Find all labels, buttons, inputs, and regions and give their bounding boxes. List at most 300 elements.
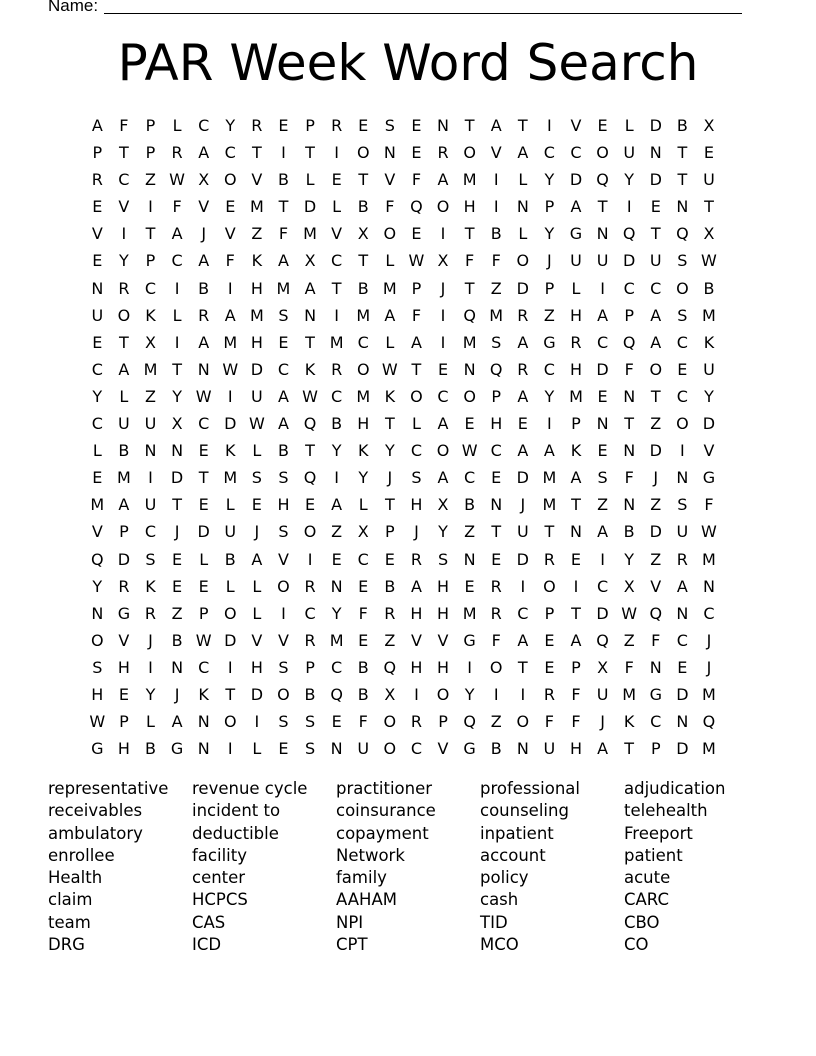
grid-letter: B [224, 549, 236, 569]
grid-letter: Y [119, 251, 129, 271]
name-field [48, 0, 742, 18]
word-list-item: CBO [624, 912, 660, 932]
grid-letter: O [516, 251, 530, 271]
grid-letter: E [225, 197, 236, 217]
grid-letter: S [411, 468, 422, 488]
word-list-item: center [192, 868, 246, 888]
grid-letter: E [437, 359, 449, 379]
grid-letter: U [144, 414, 157, 434]
grid-letter: B [357, 684, 369, 704]
grid-letter: E [411, 224, 422, 244]
grid-letter: S [92, 657, 103, 677]
grid-letter: W [302, 386, 318, 406]
grid-letter: M [542, 468, 557, 488]
grid-letter: I [493, 684, 499, 704]
grid-letter: E [464, 576, 475, 596]
grid-letter: E [491, 549, 502, 569]
grid-letter: K [251, 251, 263, 271]
grid-letter: F [119, 116, 129, 135]
grid-letter: V [410, 630, 422, 650]
grid-letter: A [517, 630, 529, 650]
word-list-item: practitioner [336, 779, 433, 798]
grid-letter: Z [145, 170, 156, 190]
grid-letter: E [517, 414, 528, 434]
grid-letter: I [573, 576, 579, 596]
grid-letter: A [597, 739, 609, 759]
grid-letter: K [145, 576, 156, 596]
grid-letter: C [676, 332, 688, 352]
grid-letter: O [649, 359, 663, 379]
word-list-item: CARC [624, 890, 669, 910]
grid-letter: O [223, 712, 237, 732]
grid-letter: Y [172, 386, 182, 406]
grid-letter: L [385, 332, 395, 352]
grid-letter: E [411, 143, 422, 163]
grid-letter: I [227, 739, 233, 759]
grid-letter: E [358, 116, 369, 135]
grid-letter: X [145, 332, 156, 352]
grid-letter: J [174, 684, 180, 704]
grid-letter: N [171, 441, 184, 461]
grid-letter: C [331, 251, 343, 271]
grid-letter: L [172, 305, 182, 325]
grid-letter: M [276, 278, 291, 298]
grid-letter: A [517, 441, 529, 461]
grid-letter: T [624, 414, 635, 434]
grid-letter: V [384, 170, 396, 190]
grid-letter: O [277, 576, 290, 596]
grid-letter: E [278, 116, 289, 135]
grid-letter: A [118, 359, 130, 379]
grid-letter: A [437, 468, 449, 488]
grid-letter: V [224, 224, 236, 244]
grid-letter: A [198, 251, 210, 271]
grid-letter: Z [490, 278, 502, 298]
grid-letter: C [437, 386, 449, 406]
grid-letter: I [493, 170, 499, 190]
grid-letter: O [383, 712, 397, 732]
grid-letter: P [145, 116, 156, 135]
grid-letter: U [703, 170, 715, 190]
grid-letter: K [198, 684, 209, 704]
grid-letter: W [461, 441, 478, 461]
grid-letter: C [224, 143, 236, 163]
word-list-item: cash [480, 890, 519, 910]
name-label: Name: [48, 0, 99, 15]
grid-letter: Y [438, 522, 448, 542]
word-list-item: receivables [48, 801, 143, 821]
grid-letter: A [437, 414, 449, 434]
grid-letter: A [650, 305, 662, 325]
grid-letter: H [250, 657, 263, 677]
grid-letter: H [410, 603, 423, 623]
grid-letter: T [251, 143, 262, 163]
grid-letter: P [385, 522, 395, 542]
grid-letter: I [440, 332, 446, 352]
grid-letter: C [676, 630, 688, 650]
grid-letter: F [172, 197, 182, 217]
grid-letter: B [490, 739, 502, 759]
word-list-item: incident to [192, 801, 281, 821]
grid-letter: Q [622, 332, 636, 352]
grid-letter: M [329, 332, 344, 352]
grid-letter: R [517, 305, 529, 325]
grid-letter: L [358, 495, 368, 515]
grid-letter: N [623, 495, 636, 515]
grid-letter: Z [650, 495, 662, 515]
word-list-item: AAHAM [336, 890, 397, 910]
grid-letter: C [331, 657, 343, 677]
grid-letter: Z [171, 603, 183, 623]
grid-letter: Y [464, 684, 475, 704]
grid-letter: I [520, 576, 526, 596]
grid-letter: D [516, 468, 529, 488]
grid-letter: Y [331, 441, 342, 461]
grid-letter: R [91, 170, 103, 190]
grid-letter: Y [384, 441, 395, 461]
grid-letter: F [491, 630, 501, 650]
grid-letter: I [493, 197, 499, 217]
grid-letter: E [597, 441, 608, 461]
grid-letter: C [357, 549, 369, 569]
grid-letter: W [701, 522, 717, 542]
grid-letter: T [305, 332, 315, 352]
grid-letter: E [411, 116, 422, 135]
grid-letter: N [649, 657, 662, 677]
grid-letter: I [414, 684, 419, 704]
grid-letter: I [307, 549, 313, 569]
grid-letter: C [171, 251, 183, 271]
grid-letter: V [118, 197, 130, 217]
grid-letter: A [198, 332, 210, 352]
grid-letter: F [225, 251, 235, 271]
grid-letter: I [227, 278, 233, 298]
grid-letter: C [410, 441, 422, 461]
grid-letter: F [358, 603, 368, 623]
grid-letter: Y [624, 549, 635, 569]
grid-letter: B [144, 739, 156, 759]
grid-letter: N [304, 305, 317, 325]
grid-letter: F [651, 630, 661, 650]
grid-letter: Q [463, 712, 476, 732]
grid-letter: L [411, 414, 421, 434]
grid-letter: N [197, 739, 210, 759]
grid-letter: R [570, 332, 582, 352]
grid-letter: U [224, 522, 237, 542]
grid-letter: Y [704, 386, 714, 406]
grid-letter: V [331, 224, 343, 244]
grid-letter: O [436, 441, 450, 461]
grid-letter: C [331, 386, 343, 406]
word-list-item: representative [48, 779, 169, 798]
grid-letter: N [676, 197, 689, 217]
grid-letter: L [225, 576, 235, 596]
grid-letter: U [596, 684, 609, 704]
grid-letter: O [223, 603, 237, 623]
grid-letter: O [436, 684, 450, 704]
grid-letter: X [703, 116, 715, 135]
grid-letter: E [92, 468, 103, 488]
grid-letter: G [117, 603, 131, 623]
grid-letter: E [304, 495, 316, 515]
grid-letter: U [623, 143, 636, 163]
grid-letter: O [117, 305, 131, 325]
grid-letter: N [623, 386, 636, 406]
grid-letter: S [437, 549, 449, 569]
grid-letter: C [650, 712, 662, 732]
grid-letter: S [677, 251, 688, 271]
grid-letter: A [331, 495, 343, 515]
grid-letter: K [384, 386, 396, 406]
grid-letter: N [623, 441, 636, 461]
word-list-item: patient [624, 845, 683, 865]
grid-letter: A [384, 305, 396, 325]
grid-letter: J [547, 251, 552, 271]
grid-letter: Z [650, 549, 662, 569]
grid-letter: L [252, 739, 262, 759]
grid-letter: M [329, 630, 344, 650]
grid-letter: L [172, 116, 182, 135]
grid-letter: M [702, 549, 716, 569]
grid-letter: M [223, 332, 238, 352]
grid-letter: E [570, 549, 582, 569]
word-list-item: family [336, 868, 387, 888]
grid-letter: D [170, 468, 184, 488]
grid-letter: M [702, 684, 716, 704]
grid-letter: H [250, 332, 263, 352]
grid-letter: C [543, 143, 555, 163]
grid-letter: P [198, 603, 209, 623]
grid-letter: C [91, 414, 103, 434]
grid-letter: S [597, 468, 608, 488]
grid-letter: N [330, 576, 343, 596]
grid-letter: H [117, 739, 130, 759]
grid-letter: U [570, 251, 582, 271]
grid-letter: B [277, 170, 289, 190]
grid-letter: E [358, 576, 369, 596]
grid-letter: T [198, 468, 209, 488]
grid-letter: H [437, 657, 450, 677]
word-list-item: HCPCS [192, 890, 248, 910]
grid-letter: I [600, 549, 605, 569]
grid-letter: F [491, 251, 501, 271]
grid-letter: C [676, 386, 688, 406]
grid-letter: L [119, 386, 129, 406]
grid-letter: E [464, 414, 475, 434]
grid-letter: M [356, 305, 371, 325]
grid-letter: T [677, 143, 688, 163]
grid-letter: F [624, 359, 634, 379]
grid-letter: V [251, 170, 263, 190]
grid-letter: V [437, 630, 449, 650]
grid-letter: E [92, 332, 103, 352]
grid-letter: F [411, 170, 422, 190]
grid-letter: L [518, 170, 528, 190]
grid-letter: C [144, 278, 157, 298]
grid-letter: A [543, 441, 555, 461]
grid-letter: T [544, 522, 555, 542]
grid-letter: I [334, 305, 339, 325]
grid-letter: I [227, 386, 233, 406]
grid-letter: U [91, 305, 104, 325]
grid-letter: K [357, 441, 369, 461]
grid-letter: P [650, 739, 661, 759]
grid-letter: E [251, 495, 262, 515]
grid-letter: O [303, 522, 317, 542]
grid-letter: A [277, 251, 289, 271]
grid-letter: E [677, 359, 688, 379]
grid-letter: M [143, 359, 158, 379]
grid-letter: T [305, 441, 315, 461]
grid-letter: B [357, 197, 369, 217]
word-list-item: copayment [336, 823, 429, 843]
grid-letter: E [597, 116, 608, 135]
grid-letter: L [305, 170, 315, 190]
name-blank-line [104, 13, 742, 14]
grid-letter: I [600, 278, 605, 298]
word-list-item: policy [480, 868, 529, 888]
grid-letter: S [677, 305, 688, 325]
grid-letter: I [174, 278, 180, 298]
grid-letter: Z [490, 712, 502, 732]
grid-letter: Q [702, 712, 716, 732]
word-list-item: CPT [336, 935, 368, 955]
grid-letter: R [331, 116, 343, 135]
grid-letter: V [118, 630, 130, 650]
grid-letter: M [90, 495, 105, 515]
grid-letter: E [331, 712, 342, 732]
grid-letter: M [356, 386, 371, 406]
grid-letter: W [169, 170, 185, 190]
grid-letter: H [250, 278, 263, 298]
grid-letter: O [543, 576, 556, 596]
grid-letter: S [251, 468, 262, 488]
grid-letter: D [596, 359, 609, 379]
grid-letter: W [89, 712, 106, 732]
grid-letter: Y [544, 386, 555, 406]
grid-letter: Q [596, 630, 609, 650]
grid-letter: I [334, 468, 339, 488]
grid-letter: C [464, 468, 476, 488]
grid-letter: A [277, 414, 289, 434]
grid-letter: R [118, 576, 130, 596]
grid-letter: P [544, 278, 555, 298]
grid-letter: C [277, 359, 290, 379]
grid-letter: B [304, 684, 316, 704]
grid-letter: R [251, 116, 263, 135]
grid-letter: L [252, 441, 262, 461]
grid-letter: N [171, 657, 184, 677]
grid-letter: T [384, 414, 395, 434]
grid-letter: S [278, 468, 289, 488]
grid-letter: J [201, 224, 207, 244]
page-title: PAR Week Word Search [117, 34, 699, 92]
grid-letter: N [676, 712, 689, 732]
grid-letter: C [623, 278, 635, 298]
grid-letter: N [383, 143, 396, 163]
grid-letter: O [436, 197, 450, 217]
word-list-item: acute [624, 868, 671, 888]
grid-letter: C [570, 143, 582, 163]
grid-letter: T [305, 143, 315, 163]
grid-letter: F [385, 197, 395, 217]
grid-letter: A [198, 143, 210, 163]
grid-letter: J [254, 522, 260, 542]
grid-letter: J [440, 278, 446, 298]
grid-letter: Y [358, 468, 369, 488]
grid-letter: B [490, 224, 502, 244]
grid-letter: T [704, 197, 714, 217]
word-list [48, 778, 768, 956]
word-list-item: team [48, 912, 91, 932]
word-list-item: adjudication [624, 779, 726, 798]
grid-letter: N [144, 441, 157, 461]
grid-letter: E [92, 197, 103, 217]
grid-letter: T [571, 603, 581, 623]
grid-letter: A [277, 386, 289, 406]
grid-letter: D [224, 630, 237, 650]
grid-letter: O [596, 143, 609, 163]
word-list-item: claim [48, 890, 93, 910]
grid-letter: V [650, 576, 662, 596]
grid-letter: O [410, 386, 423, 406]
grid-letter: L [252, 576, 262, 596]
grid-letter: D [649, 441, 662, 461]
grid-letter: N [330, 739, 343, 759]
grid-letter: O [676, 414, 689, 434]
grid-letter: W [701, 251, 717, 271]
word-list-item: ICD [192, 935, 222, 955]
grid-letter: Y [544, 224, 555, 244]
grid-letter: C [118, 170, 130, 190]
grid-letter: M [462, 603, 477, 623]
grid-letter: V [277, 630, 289, 650]
grid-letter: I [547, 414, 552, 434]
grid-letter: M [382, 278, 397, 298]
grid-letter: P [305, 657, 315, 677]
grid-letter: J [520, 495, 526, 515]
grid-letter: D [516, 549, 529, 569]
grid-letter: J [706, 630, 712, 650]
grid-letter: A [517, 386, 529, 406]
grid-letter: O [277, 684, 290, 704]
grid-letter: Y [225, 116, 236, 135]
grid-letter: Z [623, 630, 635, 650]
grid-letter: P [491, 386, 502, 406]
grid-letter: Q [410, 197, 423, 217]
grid-letter: A [676, 576, 688, 596]
grid-letter: Z [543, 305, 555, 325]
grid-letter: Z [145, 386, 156, 406]
grid-letter: P [411, 278, 422, 298]
grid-letter: I [148, 657, 153, 677]
grid-letter: R [171, 143, 183, 163]
grid-letter: G [702, 468, 716, 488]
grid-letter: N [676, 468, 689, 488]
grid-letter: U [118, 414, 130, 434]
grid-letter: C [543, 359, 555, 379]
grid-letter: T [145, 224, 156, 244]
word-list-item: ambulatory [48, 823, 143, 843]
word-list-item: counseling [480, 801, 569, 821]
grid-letter: M [569, 386, 583, 406]
grid-letter: A [171, 712, 183, 732]
grid-letter: C [144, 522, 157, 542]
grid-letter: M [223, 468, 238, 488]
grid-letter: V [91, 522, 103, 542]
grid-letter: T [597, 197, 608, 217]
grid-letter: O [223, 170, 237, 190]
